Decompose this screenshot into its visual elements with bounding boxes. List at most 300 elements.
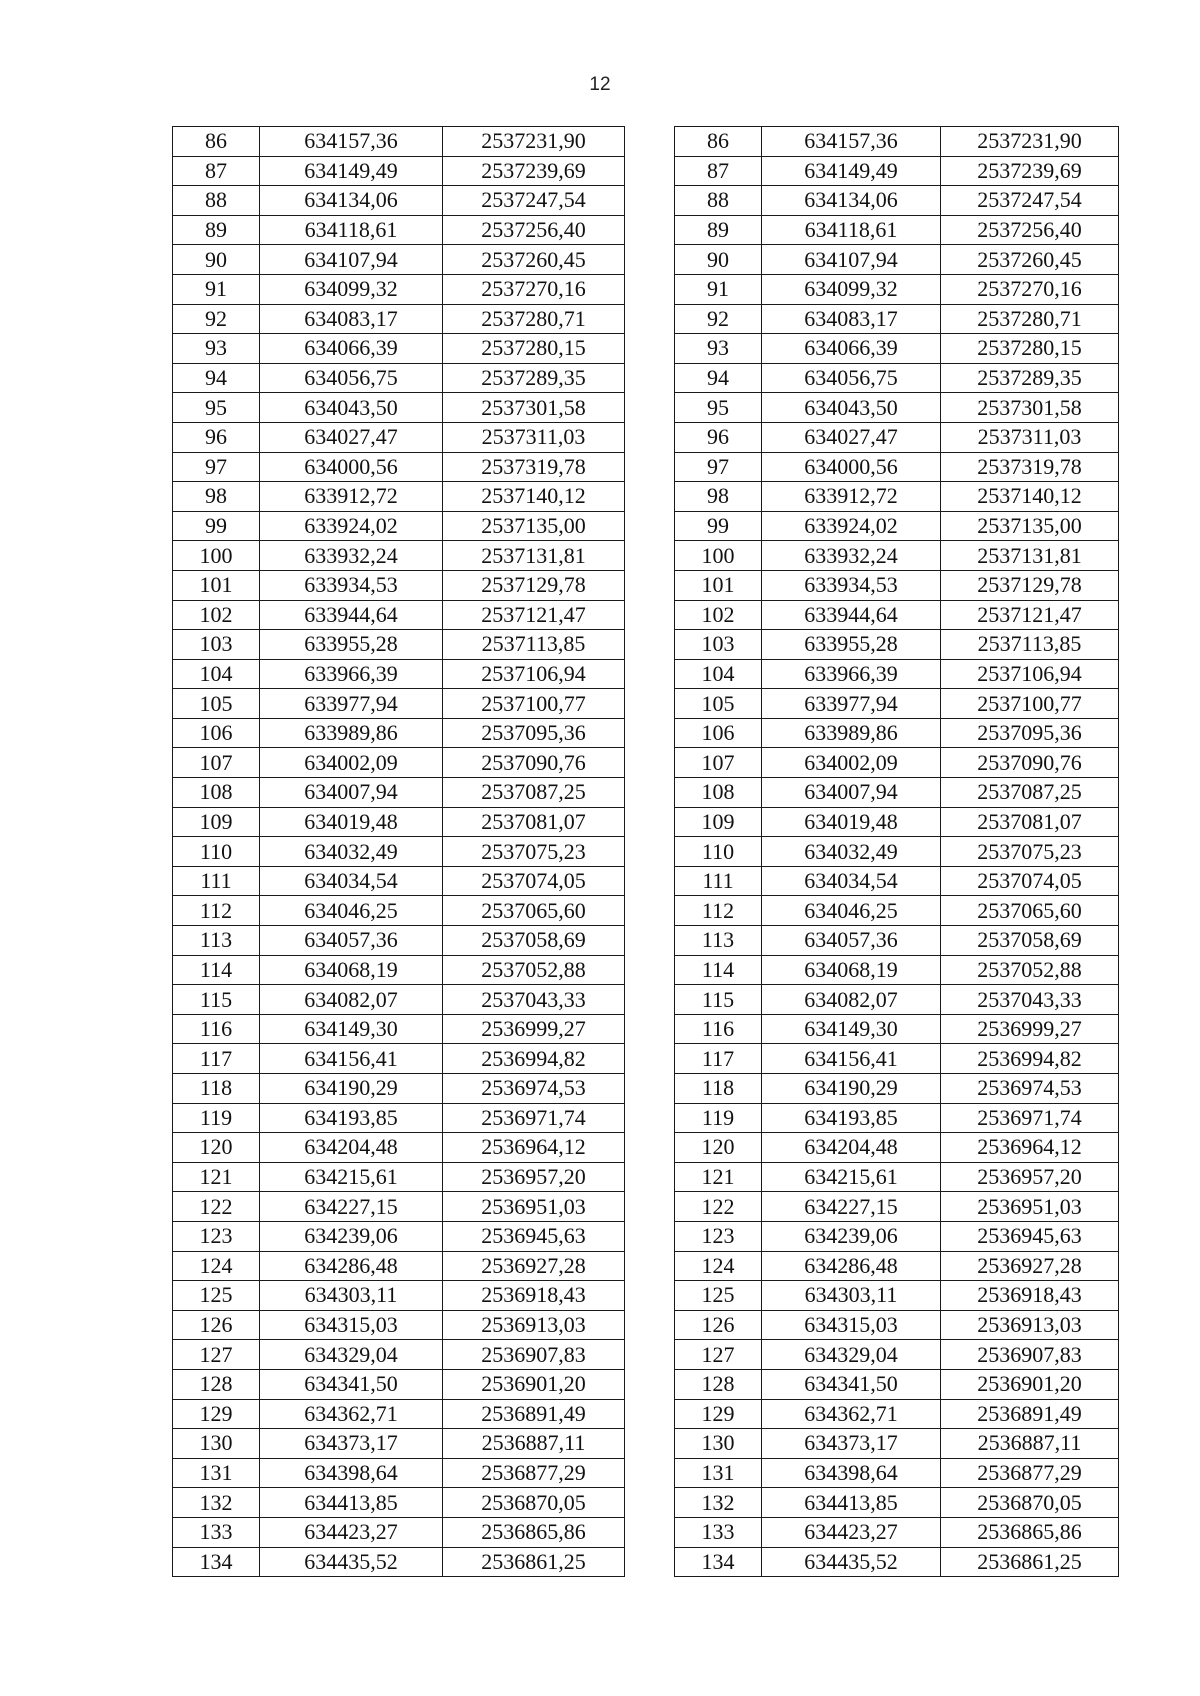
right-x-coordinate-cell: 634134,06 xyxy=(762,186,941,216)
left-y-coordinate-cell: 2536951,03 xyxy=(443,1192,625,1222)
left-y-coordinate-cell: 2537231,90 xyxy=(443,127,625,157)
left-y-coordinate-cell: 2537131,81 xyxy=(443,541,625,571)
left-x-coordinate-cell: 634082,07 xyxy=(260,985,443,1015)
right-y-coordinate-cell: 2537301,58 xyxy=(941,393,1119,423)
column-separator xyxy=(625,511,675,541)
left-x-coordinate-cell: 634118,61 xyxy=(260,215,443,245)
right-x-coordinate-cell: 633932,24 xyxy=(762,541,941,571)
table-row xyxy=(173,1547,1119,1577)
right-y-coordinate-cell: 2536999,27 xyxy=(941,1014,1119,1044)
left-x-coordinate-cell: 634000,56 xyxy=(260,452,443,482)
left-y-coordinate-cell: 2537075,23 xyxy=(443,837,625,867)
right-point-number-cell: 119 xyxy=(675,1103,762,1133)
left-y-coordinate-cell: 2536891,49 xyxy=(443,1399,625,1429)
left-point-number-cell: 133 xyxy=(173,1517,260,1547)
right-point-number-cell: 90 xyxy=(675,245,762,275)
column-separator xyxy=(625,1044,675,1074)
left-x-coordinate-cell: 633944,64 xyxy=(260,600,443,630)
left-point-number-cell: 103 xyxy=(173,630,260,660)
left-y-coordinate-cell: 2536918,43 xyxy=(443,1281,625,1311)
left-point-number-cell: 86 xyxy=(173,127,260,157)
left-y-coordinate-cell: 2537065,60 xyxy=(443,896,625,926)
left-point-number-cell: 130 xyxy=(173,1429,260,1459)
left-x-coordinate-cell: 634341,50 xyxy=(260,1369,443,1399)
left-point-number-cell: 107 xyxy=(173,748,260,778)
right-y-coordinate-cell: 2536971,74 xyxy=(941,1103,1119,1133)
column-separator xyxy=(625,1547,675,1577)
table-row xyxy=(173,807,1119,837)
right-point-number-cell: 123 xyxy=(675,1221,762,1251)
left-point-number-cell: 101 xyxy=(173,570,260,600)
left-x-coordinate-cell: 634286,48 xyxy=(260,1251,443,1281)
right-point-number-cell: 116 xyxy=(675,1014,762,1044)
left-x-coordinate-cell: 634057,36 xyxy=(260,926,443,956)
left-x-coordinate-cell: 633924,02 xyxy=(260,511,443,541)
column-separator xyxy=(625,1369,675,1399)
right-y-coordinate-cell: 2537052,88 xyxy=(941,955,1119,985)
left-y-coordinate-cell: 2536877,29 xyxy=(443,1458,625,1488)
right-point-number-cell: 87 xyxy=(675,156,762,186)
table-row xyxy=(173,186,1119,216)
column-separator xyxy=(625,156,675,186)
table-row xyxy=(173,422,1119,452)
left-point-number-cell: 97 xyxy=(173,452,260,482)
left-point-number-cell: 89 xyxy=(173,215,260,245)
right-point-number-cell: 100 xyxy=(675,541,762,571)
left-point-number-cell: 114 xyxy=(173,955,260,985)
right-point-number-cell: 128 xyxy=(675,1369,762,1399)
right-y-coordinate-cell: 2537319,78 xyxy=(941,452,1119,482)
left-y-coordinate-cell: 2536913,03 xyxy=(443,1310,625,1340)
right-point-number-cell: 97 xyxy=(675,452,762,482)
right-point-number-cell: 112 xyxy=(675,896,762,926)
right-x-coordinate-cell: 634193,85 xyxy=(762,1103,941,1133)
left-x-coordinate-cell: 634413,85 xyxy=(260,1488,443,1518)
column-separator xyxy=(625,363,675,393)
right-y-coordinate-cell: 2537280,71 xyxy=(941,304,1119,334)
right-x-coordinate-cell: 634398,64 xyxy=(762,1458,941,1488)
right-y-coordinate-cell: 2536870,05 xyxy=(941,1488,1119,1518)
left-x-coordinate-cell: 634134,06 xyxy=(260,186,443,216)
right-x-coordinate-cell: 634329,04 xyxy=(762,1340,941,1370)
right-point-number-cell: 133 xyxy=(675,1517,762,1547)
left-point-number-cell: 127 xyxy=(173,1340,260,1370)
right-y-coordinate-cell: 2536907,83 xyxy=(941,1340,1119,1370)
right-x-coordinate-cell: 634239,06 xyxy=(762,1221,941,1251)
left-y-coordinate-cell: 2536999,27 xyxy=(443,1014,625,1044)
column-separator xyxy=(625,1517,675,1547)
right-point-number-cell: 109 xyxy=(675,807,762,837)
table-row xyxy=(173,778,1119,808)
left-y-coordinate-cell: 2537319,78 xyxy=(443,452,625,482)
right-point-number-cell: 99 xyxy=(675,511,762,541)
left-point-number-cell: 134 xyxy=(173,1547,260,1577)
table-row xyxy=(173,1251,1119,1281)
left-point-number-cell: 94 xyxy=(173,363,260,393)
table-row xyxy=(173,334,1119,364)
right-point-number-cell: 113 xyxy=(675,926,762,956)
right-y-coordinate-cell: 2537106,94 xyxy=(941,659,1119,689)
left-x-coordinate-cell: 634157,36 xyxy=(260,127,443,157)
left-x-coordinate-cell: 634156,41 xyxy=(260,1044,443,1074)
table-row xyxy=(173,1014,1119,1044)
table-row xyxy=(173,1133,1119,1163)
column-separator xyxy=(625,304,675,334)
left-point-number-cell: 95 xyxy=(173,393,260,423)
right-point-number-cell: 111 xyxy=(675,866,762,896)
left-point-number-cell: 121 xyxy=(173,1162,260,1192)
right-y-coordinate-cell: 2536974,53 xyxy=(941,1074,1119,1104)
table-row xyxy=(173,748,1119,778)
left-point-number-cell: 129 xyxy=(173,1399,260,1429)
table-row xyxy=(173,511,1119,541)
right-x-coordinate-cell: 634019,48 xyxy=(762,807,941,837)
right-point-number-cell: 96 xyxy=(675,422,762,452)
left-y-coordinate-cell: 2536971,74 xyxy=(443,1103,625,1133)
column-separator xyxy=(625,274,675,304)
left-y-coordinate-cell: 2537087,25 xyxy=(443,778,625,808)
left-x-coordinate-cell: 633977,94 xyxy=(260,689,443,719)
right-y-coordinate-cell: 2537135,00 xyxy=(941,511,1119,541)
left-point-number-cell: 92 xyxy=(173,304,260,334)
left-point-number-cell: 91 xyxy=(173,274,260,304)
left-x-coordinate-cell: 633934,53 xyxy=(260,570,443,600)
right-x-coordinate-cell: 634315,03 xyxy=(762,1310,941,1340)
left-x-coordinate-cell: 634068,19 xyxy=(260,955,443,985)
right-x-coordinate-cell: 634082,07 xyxy=(762,985,941,1015)
left-point-number-cell: 106 xyxy=(173,718,260,748)
left-x-coordinate-cell: 634215,61 xyxy=(260,1162,443,1192)
table-row xyxy=(173,215,1119,245)
table-row xyxy=(173,156,1119,186)
column-separator xyxy=(625,186,675,216)
left-y-coordinate-cell: 2536865,86 xyxy=(443,1517,625,1547)
right-x-coordinate-cell: 634149,30 xyxy=(762,1014,941,1044)
right-y-coordinate-cell: 2537075,23 xyxy=(941,837,1119,867)
left-point-number-cell: 118 xyxy=(173,1074,260,1104)
left-x-coordinate-cell: 633989,86 xyxy=(260,718,443,748)
left-x-coordinate-cell: 634002,09 xyxy=(260,748,443,778)
right-x-coordinate-cell: 633912,72 xyxy=(762,482,941,512)
column-separator xyxy=(625,778,675,808)
right-point-number-cell: 105 xyxy=(675,689,762,719)
left-point-number-cell: 131 xyxy=(173,1458,260,1488)
column-separator xyxy=(625,1103,675,1133)
right-point-number-cell: 103 xyxy=(675,630,762,660)
right-point-number-cell: 110 xyxy=(675,837,762,867)
right-x-coordinate-cell: 634034,54 xyxy=(762,866,941,896)
table-row xyxy=(173,1399,1119,1429)
page-number: 12 xyxy=(589,74,611,95)
left-point-number-cell: 110 xyxy=(173,837,260,867)
column-separator xyxy=(625,1074,675,1104)
right-x-coordinate-cell: 634043,50 xyxy=(762,393,941,423)
right-y-coordinate-cell: 2537043,33 xyxy=(941,985,1119,1015)
right-x-coordinate-cell: 633966,39 xyxy=(762,659,941,689)
left-point-number-cell: 120 xyxy=(173,1133,260,1163)
right-x-coordinate-cell: 634083,17 xyxy=(762,304,941,334)
column-separator xyxy=(625,807,675,837)
left-y-coordinate-cell: 2537280,15 xyxy=(443,334,625,364)
right-x-coordinate-cell: 634215,61 xyxy=(762,1162,941,1192)
right-point-number-cell: 121 xyxy=(675,1162,762,1192)
right-x-coordinate-cell: 634099,32 xyxy=(762,274,941,304)
left-x-coordinate-cell: 634373,17 xyxy=(260,1429,443,1459)
left-point-number-cell: 132 xyxy=(173,1488,260,1518)
right-x-coordinate-cell: 634118,61 xyxy=(762,215,941,245)
right-point-number-cell: 98 xyxy=(675,482,762,512)
right-y-coordinate-cell: 2536865,86 xyxy=(941,1517,1119,1547)
right-x-coordinate-cell: 634435,52 xyxy=(762,1547,941,1577)
left-x-coordinate-cell: 634149,49 xyxy=(260,156,443,186)
column-separator xyxy=(625,837,675,867)
left-point-number-cell: 124 xyxy=(173,1251,260,1281)
right-x-coordinate-cell: 634046,25 xyxy=(762,896,941,926)
left-point-number-cell: 108 xyxy=(173,778,260,808)
table-row xyxy=(173,304,1119,334)
right-y-coordinate-cell: 2537280,15 xyxy=(941,334,1119,364)
table-row xyxy=(173,896,1119,926)
right-x-coordinate-cell: 634002,09 xyxy=(762,748,941,778)
right-point-number-cell: 102 xyxy=(675,600,762,630)
right-x-coordinate-cell: 634303,11 xyxy=(762,1281,941,1311)
right-y-coordinate-cell: 2537239,69 xyxy=(941,156,1119,186)
right-x-coordinate-cell: 634007,94 xyxy=(762,778,941,808)
left-point-number-cell: 99 xyxy=(173,511,260,541)
table-row xyxy=(173,1458,1119,1488)
column-separator xyxy=(625,689,675,719)
table-row xyxy=(173,1192,1119,1222)
column-separator xyxy=(625,570,675,600)
left-y-coordinate-cell: 2537260,45 xyxy=(443,245,625,275)
right-point-number-cell: 114 xyxy=(675,955,762,985)
right-x-coordinate-cell: 634227,15 xyxy=(762,1192,941,1222)
table-row xyxy=(173,659,1119,689)
table-row xyxy=(173,600,1119,630)
table-row xyxy=(173,541,1119,571)
right-point-number-cell: 91 xyxy=(675,274,762,304)
right-x-coordinate-cell: 634413,85 xyxy=(762,1488,941,1518)
left-point-number-cell: 98 xyxy=(173,482,260,512)
right-point-number-cell: 132 xyxy=(675,1488,762,1518)
column-separator xyxy=(625,1133,675,1163)
left-point-number-cell: 88 xyxy=(173,186,260,216)
column-separator xyxy=(625,896,675,926)
column-separator xyxy=(625,452,675,482)
table-row xyxy=(173,1488,1119,1518)
right-y-coordinate-cell: 2536927,28 xyxy=(941,1251,1119,1281)
left-point-number-cell: 125 xyxy=(173,1281,260,1311)
table-row xyxy=(173,393,1119,423)
column-separator xyxy=(625,1399,675,1429)
left-x-coordinate-cell: 634204,48 xyxy=(260,1133,443,1163)
left-y-coordinate-cell: 2537239,69 xyxy=(443,156,625,186)
right-point-number-cell: 88 xyxy=(675,186,762,216)
right-y-coordinate-cell: 2537260,45 xyxy=(941,245,1119,275)
column-separator xyxy=(625,600,675,630)
table-row xyxy=(173,689,1119,719)
left-point-number-cell: 102 xyxy=(173,600,260,630)
right-y-coordinate-cell: 2536994,82 xyxy=(941,1044,1119,1074)
left-y-coordinate-cell: 2537100,77 xyxy=(443,689,625,719)
right-point-number-cell: 94 xyxy=(675,363,762,393)
column-separator xyxy=(625,630,675,660)
right-x-coordinate-cell: 634204,48 xyxy=(762,1133,941,1163)
right-point-number-cell: 104 xyxy=(675,659,762,689)
left-x-coordinate-cell: 634046,25 xyxy=(260,896,443,926)
table-row xyxy=(173,985,1119,1015)
right-x-coordinate-cell: 634156,41 xyxy=(762,1044,941,1074)
left-point-number-cell: 87 xyxy=(173,156,260,186)
right-y-coordinate-cell: 2536887,11 xyxy=(941,1429,1119,1459)
right-y-coordinate-cell: 2536964,12 xyxy=(941,1133,1119,1163)
right-point-number-cell: 106 xyxy=(675,718,762,748)
coordinates-table xyxy=(172,126,1119,1577)
left-point-number-cell: 104 xyxy=(173,659,260,689)
left-x-coordinate-cell: 634107,94 xyxy=(260,245,443,275)
table-row xyxy=(173,482,1119,512)
right-point-number-cell: 89 xyxy=(675,215,762,245)
column-separator xyxy=(625,1310,675,1340)
right-point-number-cell: 92 xyxy=(675,304,762,334)
left-y-coordinate-cell: 2537270,16 xyxy=(443,274,625,304)
left-y-coordinate-cell: 2537247,54 xyxy=(443,186,625,216)
left-x-coordinate-cell: 633932,24 xyxy=(260,541,443,571)
left-y-coordinate-cell: 2537043,33 xyxy=(443,985,625,1015)
left-x-coordinate-cell: 634007,94 xyxy=(260,778,443,808)
table-row xyxy=(173,718,1119,748)
left-y-coordinate-cell: 2537052,88 xyxy=(443,955,625,985)
right-x-coordinate-cell: 634373,17 xyxy=(762,1429,941,1459)
column-separator xyxy=(625,718,675,748)
left-y-coordinate-cell: 2537280,71 xyxy=(443,304,625,334)
left-y-coordinate-cell: 2536927,28 xyxy=(443,1251,625,1281)
column-separator xyxy=(625,1429,675,1459)
right-point-number-cell: 108 xyxy=(675,778,762,808)
left-y-coordinate-cell: 2537121,47 xyxy=(443,600,625,630)
right-point-number-cell: 131 xyxy=(675,1458,762,1488)
left-x-coordinate-cell: 634315,03 xyxy=(260,1310,443,1340)
right-y-coordinate-cell: 2537140,12 xyxy=(941,482,1119,512)
table-row xyxy=(173,1340,1119,1370)
left-y-coordinate-cell: 2537301,58 xyxy=(443,393,625,423)
left-point-number-cell: 93 xyxy=(173,334,260,364)
left-x-coordinate-cell: 634435,52 xyxy=(260,1547,443,1577)
column-separator xyxy=(625,955,675,985)
right-point-number-cell: 95 xyxy=(675,393,762,423)
right-y-coordinate-cell: 2537074,05 xyxy=(941,866,1119,896)
left-point-number-cell: 119 xyxy=(173,1103,260,1133)
left-x-coordinate-cell: 634149,30 xyxy=(260,1014,443,1044)
left-y-coordinate-cell: 2536901,20 xyxy=(443,1369,625,1399)
left-x-coordinate-cell: 634239,06 xyxy=(260,1221,443,1251)
column-separator xyxy=(625,1014,675,1044)
left-y-coordinate-cell: 2536964,12 xyxy=(443,1133,625,1163)
right-y-coordinate-cell: 2537311,03 xyxy=(941,422,1119,452)
left-y-coordinate-cell: 2536957,20 xyxy=(443,1162,625,1192)
left-x-coordinate-cell: 634099,32 xyxy=(260,274,443,304)
right-x-coordinate-cell: 634056,75 xyxy=(762,363,941,393)
left-y-coordinate-cell: 2537081,07 xyxy=(443,807,625,837)
right-point-number-cell: 125 xyxy=(675,1281,762,1311)
left-x-coordinate-cell: 634019,48 xyxy=(260,807,443,837)
left-point-number-cell: 113 xyxy=(173,926,260,956)
column-separator xyxy=(625,748,675,778)
right-y-coordinate-cell: 2537270,16 xyxy=(941,274,1119,304)
left-y-coordinate-cell: 2537256,40 xyxy=(443,215,625,245)
left-x-coordinate-cell: 634043,50 xyxy=(260,393,443,423)
left-y-coordinate-cell: 2536887,11 xyxy=(443,1429,625,1459)
column-separator xyxy=(625,1458,675,1488)
left-y-coordinate-cell: 2537058,69 xyxy=(443,926,625,956)
right-y-coordinate-cell: 2536951,03 xyxy=(941,1192,1119,1222)
column-separator xyxy=(625,1162,675,1192)
right-point-number-cell: 117 xyxy=(675,1044,762,1074)
left-y-coordinate-cell: 2536945,63 xyxy=(443,1221,625,1251)
table-row xyxy=(173,926,1119,956)
left-y-coordinate-cell: 2537289,35 xyxy=(443,363,625,393)
right-x-coordinate-cell: 634149,49 xyxy=(762,156,941,186)
table-row xyxy=(173,1517,1119,1547)
right-y-coordinate-cell: 2537247,54 xyxy=(941,186,1119,216)
column-separator xyxy=(625,245,675,275)
left-point-number-cell: 112 xyxy=(173,896,260,926)
right-y-coordinate-cell: 2537058,69 xyxy=(941,926,1119,956)
right-point-number-cell: 126 xyxy=(675,1310,762,1340)
column-separator xyxy=(625,866,675,896)
right-x-coordinate-cell: 634362,71 xyxy=(762,1399,941,1429)
left-x-coordinate-cell: 634329,04 xyxy=(260,1340,443,1370)
right-y-coordinate-cell: 2536891,49 xyxy=(941,1399,1119,1429)
right-y-coordinate-cell: 2537095,36 xyxy=(941,718,1119,748)
left-x-coordinate-cell: 634423,27 xyxy=(260,1517,443,1547)
table-row xyxy=(173,955,1119,985)
right-y-coordinate-cell: 2537256,40 xyxy=(941,215,1119,245)
column-separator xyxy=(625,393,675,423)
left-y-coordinate-cell: 2536974,53 xyxy=(443,1074,625,1104)
column-separator xyxy=(625,1281,675,1311)
left-point-number-cell: 126 xyxy=(173,1310,260,1340)
left-point-number-cell: 117 xyxy=(173,1044,260,1074)
right-y-coordinate-cell: 2536945,63 xyxy=(941,1221,1119,1251)
table-row xyxy=(173,452,1119,482)
left-x-coordinate-cell: 633912,72 xyxy=(260,482,443,512)
left-point-number-cell: 105 xyxy=(173,689,260,719)
right-point-number-cell: 129 xyxy=(675,1399,762,1429)
right-point-number-cell: 122 xyxy=(675,1192,762,1222)
right-point-number-cell: 115 xyxy=(675,985,762,1015)
right-x-coordinate-cell: 634341,50 xyxy=(762,1369,941,1399)
right-point-number-cell: 134 xyxy=(675,1547,762,1577)
left-y-coordinate-cell: 2537090,76 xyxy=(443,748,625,778)
right-point-number-cell: 130 xyxy=(675,1429,762,1459)
right-y-coordinate-cell: 2537289,35 xyxy=(941,363,1119,393)
right-y-coordinate-cell: 2536913,03 xyxy=(941,1310,1119,1340)
right-x-coordinate-cell: 633944,64 xyxy=(762,600,941,630)
column-separator xyxy=(625,422,675,452)
table-row xyxy=(173,1429,1119,1459)
left-y-coordinate-cell: 2536907,83 xyxy=(443,1340,625,1370)
left-point-number-cell: 123 xyxy=(173,1221,260,1251)
column-separator xyxy=(625,1340,675,1370)
right-point-number-cell: 86 xyxy=(675,127,762,157)
right-x-coordinate-cell: 633977,94 xyxy=(762,689,941,719)
right-point-number-cell: 120 xyxy=(675,1133,762,1163)
table-row xyxy=(173,1310,1119,1340)
left-x-coordinate-cell: 634066,39 xyxy=(260,334,443,364)
table-row xyxy=(173,245,1119,275)
left-y-coordinate-cell: 2537140,12 xyxy=(443,482,625,512)
